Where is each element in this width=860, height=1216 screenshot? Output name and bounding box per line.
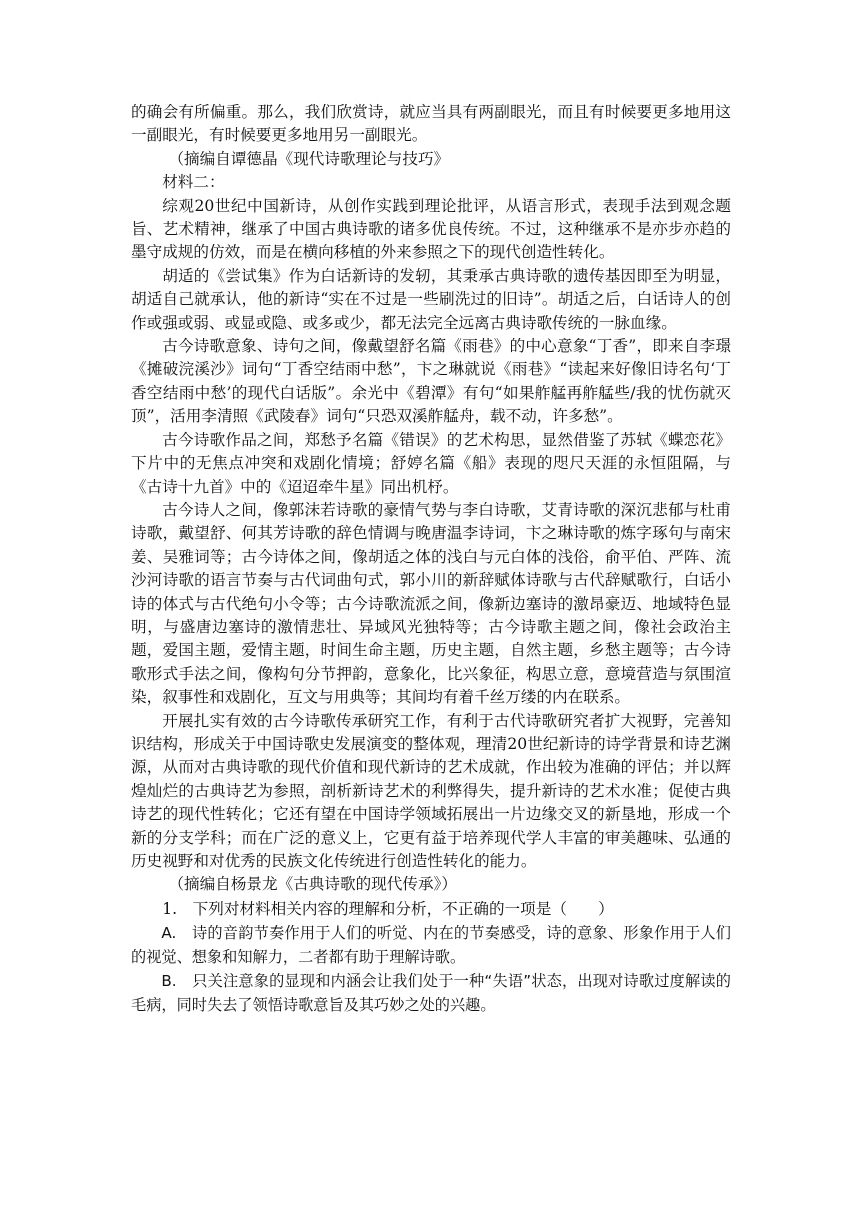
material-2-paragraph-6: 开展扎实有效的古今诗歌传承研究工作，有利于古代诗歌研究者扩大视野，完善知识结构，形成关于中国诗歌史发展演变的整体观，理清20世纪新诗的诗学背景和诗艺渊源，从而对古典诗歌的现代价值和现代新诗的艺术成就，作出较为准确的评估；并以辉煌灿烂的古典诗艺为参照，剖析新诗艺术的利弊得失，提升新诗的艺术水准；促使古典诗艺的现代性转化；它还有望在中国诗学领域拓展出一片边缘交叉的新垦地，形成一个新的分支学科；而在广泛的意义上，它更有益于培养现代学人丰富的审美趣味、弘通的历史视野和对优秀的民族文化传统进行创造性转化的能力。 [131, 711, 731, 870]
source-citation-1: （摘编自谭德晶《现代诗歌理论与技巧》 [168, 149, 450, 168]
material-2-label: 材料二： [162, 173, 225, 192]
document-page [131, 101, 731, 1017]
intro-paragraph: 的确会有所偏重。那么，我们欣赏诗，就应当具有两副眼光，而且有时候要更多地用这一副眼光，有时候要更多地用另一副眼光。 [131, 103, 731, 145]
option-a: A. 诗的音韵节奏作用于人们的听觉、内在的节奏感受，诗的意象、形象作用于人们的视觉、想象和知解力，二者都有助于理解诗歌。 [131, 923, 731, 966]
material-2-paragraph-3: 古今诗歌意象、诗句之间，像戴望舒名篇《雨巷》的中心意象“丁香”，即来自李璟《摊破浣溪沙》词句“丁香空结雨中愁”，卞之琳就说《雨巷》“读起来好像旧诗名句‘丁香空结雨中愁’的现代白话版”。余光中《碧潭》有句“如果舴艋再舴艋些/我的忧伤就灭顶”，活用李清照《武陵春》词句“只恐双溪舴艋舟，载不动，许多愁”。 [131, 337, 731, 426]
material-2-paragraph-1: 综观20世纪中国新诗，从创作实践到理论批评，从语言形式，表现手法到观念题旨、艺术精神，继承了中国古典诗歌的诸多优良传统。不过，这种继承不是亦步亦趋的墨守成规的仿效，而是在横向移植的外来参照之下的现代创造性转化。 [131, 196, 731, 262]
material-2-paragraph-2: 胡适的《尝试集》作为白话新诗的发轫，其秉承古典诗歌的遗传基因即至为明显，胡适自己就承认，他的新诗“实在不过是一些刷洗过的旧诗”。胡适之后，白话诗人的创作或强或弱、或显或隐、或多或少，都无法完全远离古典诗歌传统的一脉血缘。 [131, 266, 731, 332]
option-b: B. 只关注意象的显现和内涵会让我们处于一种“失语”状态，出现对诗歌过度解读的毛病，同时失去了领悟诗歌意旨及其巧妙之处的兴趣。 [131, 971, 731, 1014]
material-2-paragraph-4: 古今诗歌作品之间，郑愁予名篇《错误》的艺术构思，显然借鉴了苏轼《蝶恋花》下片中的无焦点冲突和戏剧化情境；舒婷名篇《船》表现的咫尺天涯的永恒阻隔，与《古诗十九首》中的《迢迢牵牛星》同出机杼。 [131, 430, 731, 496]
source-citation-2: （摘编自杨景龙《古典诗歌的现代传承》） [168, 875, 457, 894]
material-2-paragraph-5: 古今诗人之间，像郭沫若诗歌的豪情气势与李白诗歌，艾青诗歌的深沉悲郁与杜甫诗歌，戴望舒、何其芳诗歌的辞色情调与晚唐温李诗词，卞之琳诗歌的炼字琢句与南宋姜、吴雅词等；古今诗体之间，像胡适之体的浅白与元白体的浅俗，俞平伯、严阵、流沙河诗歌的语言节奏与古代词曲句式，郭小川的新辞赋体诗歌与古代辞赋歌行，白话小诗的体式与古代绝句小令等；古今诗歌流派之间，像新边塞诗的激昂豪迈、地域特色显明，与盛唐边塞诗的激情悲壮、异域风光独特等；古今诗歌主题之间，像社会政治主题，爱国主题，爱情主题，时间生命主题，历史主题，自然主题，乡愁主题等；古今诗歌形式手法之间，像构句分节押韵，意象化，比兴象征，构思立意，意境营造与氛围渲染，叙事性和戏剧化，互文与用典等；其间均有着千丝万缕的内在联系。 [131, 500, 731, 707]
question-1: 1. 下列对材料相关内容的理解和分析，不正确的一项是（ ） [162, 899, 614, 918]
